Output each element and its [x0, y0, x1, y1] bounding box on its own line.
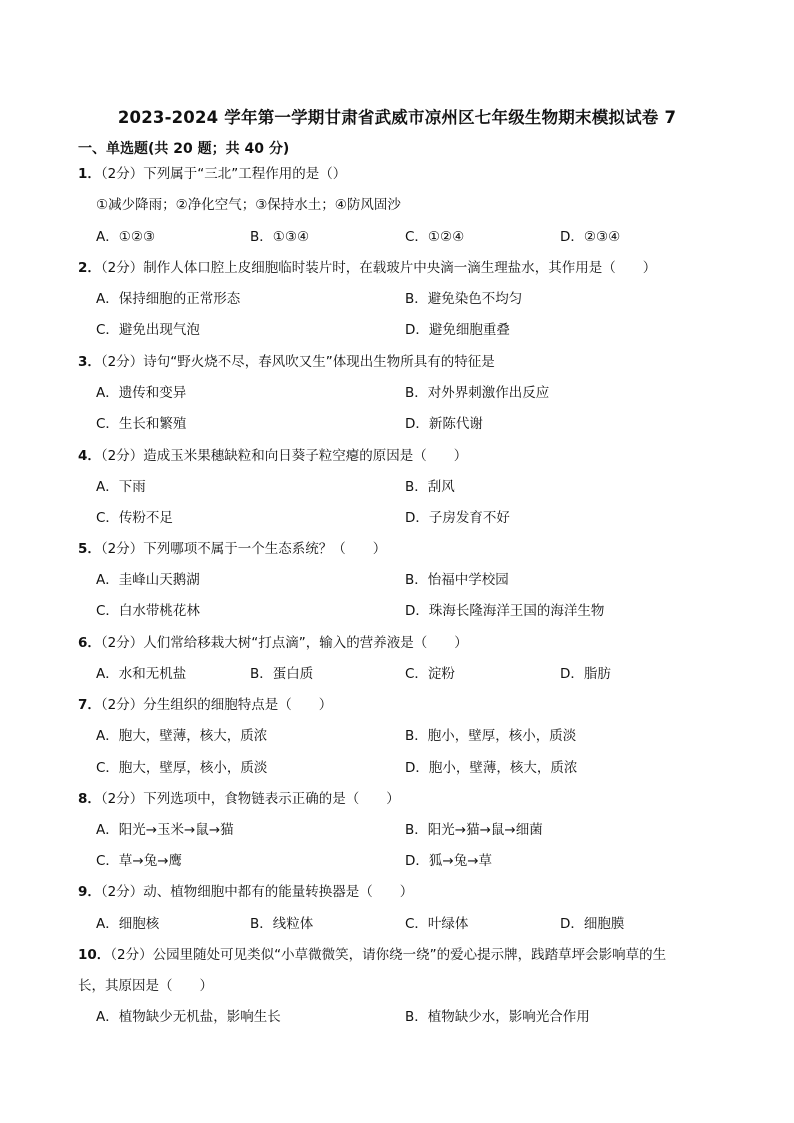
option-d: D．细胞膜 [560, 916, 625, 932]
option-a: A．水和无机盐 [96, 666, 187, 682]
option-c: C．胞大，壁厚，核小，质淡 [96, 760, 268, 776]
question-number: 7． [78, 697, 101, 713]
option-c: C．生长和繁殖 [96, 416, 187, 432]
option-d: D．狐→兔→草 [405, 853, 493, 869]
option-d: D．珠海长隆海洋王国的海洋生物 [405, 603, 605, 619]
option-c: C．①②④ [405, 229, 465, 245]
question-3 [78, 352, 495, 372]
question-number: 4． [78, 448, 101, 464]
question-number: 1． [78, 166, 101, 182]
option-a: A．细胞核 [96, 916, 160, 932]
option-a: A．圭峰山天鹅湖 [96, 572, 200, 588]
option-a: A．下雨 [96, 479, 146, 495]
option-b: B．①③④ [250, 229, 310, 245]
question-stem: 人们常给移栽大树“打点滴”，输入的营养液是（ ） [143, 635, 468, 651]
option-b: B．对外界刺激作出反应 [405, 385, 550, 401]
option-d: D．②③④ [560, 229, 621, 245]
question-number: 5． [78, 541, 101, 557]
option-d: D．胞小，壁薄，核大，质浓 [405, 760, 578, 776]
option-b: B．线粒体 [250, 916, 314, 932]
question-stem: 公园里随处可见类似“小草微微笑，请你绕一绕”的爱心提示牌，践踏草坪会影响草的生 [152, 947, 667, 963]
question-stem: 动、植物细胞中都有的能量转换器是（ ） [143, 884, 414, 900]
option-b: B．胞小，壁厚，核小，质淡 [405, 728, 577, 744]
question-7 [78, 695, 332, 715]
question-score: （2分） [100, 448, 144, 464]
option-d: D．脂肪 [560, 666, 611, 682]
question-9 [78, 882, 413, 902]
option-b: B．阳光→猫→鼠→细菌 [405, 822, 543, 838]
question-number: 6． [78, 635, 101, 651]
question-stem: 下列属于“三北”工程作用的是（） [143, 166, 347, 182]
option-c: C．白水带桃花林 [96, 603, 200, 619]
question-stem: 诗句“野火烧不尽，春风吹又生”体现出生物所具有的特征是 [143, 354, 495, 370]
question-number: 10． [78, 947, 111, 963]
question-number: 2． [78, 260, 101, 276]
option-c: C．叶绿体 [405, 916, 469, 932]
question-score: （2分） [100, 635, 144, 651]
question-score: （2分） [100, 541, 144, 557]
question-number: 8． [78, 791, 101, 807]
option-b: B．怡福中学校园 [405, 572, 509, 588]
option-a: A．阳光→玉米→鼠→猫 [96, 822, 234, 838]
option-d: D．避免细胞重叠 [405, 322, 510, 338]
question-stem: 下列哪项不属于一个生态系统？（ ） [143, 541, 387, 557]
question-1-statements: ①减少降雨；②净化空气；③保持水土；④防风固沙 [96, 197, 401, 213]
option-d: D．子房发育不好 [405, 510, 510, 526]
question-number: 3． [78, 354, 101, 370]
question-score: （2分） [100, 260, 144, 276]
page-title: 2023-2024 学年第一学期甘肃省武威市凉州区七年级生物期末模拟试卷 7 [117, 108, 677, 127]
question-6 [78, 633, 468, 653]
question-score: （2分） [100, 884, 144, 900]
option-a: A．保持细胞的正常形态 [96, 291, 241, 307]
question-stem: 分生组织的细胞特点是（ ） [143, 697, 333, 713]
question-score: （2分） [100, 166, 144, 182]
question-stem: 下列选项中，食物链表示正确的是（ ） [143, 791, 400, 807]
option-a: A．遗传和变异 [96, 385, 187, 401]
question-4 [78, 446, 467, 466]
option-b: B．刮风 [405, 479, 455, 495]
question-score: （2分） [100, 791, 144, 807]
question-stem: 制作人体口腔上皮细胞临时装片时，在载玻片中央滴一滴生理盐水，其作用是（ ） [143, 260, 657, 276]
question-2 [78, 258, 656, 278]
question-5 [78, 539, 386, 559]
option-c: C．草→兔→鹰 [96, 853, 183, 869]
question-10 [78, 945, 666, 965]
option-c: C．传粉不足 [96, 510, 173, 526]
question-8 [78, 789, 400, 809]
question-1 [78, 164, 346, 184]
option-d: D．新陈代谢 [405, 416, 483, 432]
question-score: （2分） [100, 697, 144, 713]
question-stem: 造成玉米果穗缺粒和向日葵子粒空瘪的原因是（ ） [143, 448, 468, 464]
question-10-continued: 长，其原因是（ ） [78, 978, 213, 994]
option-c: C．淀粉 [405, 666, 455, 682]
question-number: 9． [78, 884, 101, 900]
option-b: B．蛋白质 [250, 666, 314, 682]
option-b: B．避免染色不均匀 [405, 291, 523, 307]
option-a: A．植物缺少无机盐，影响生长 [96, 1009, 281, 1025]
option-a: A．胞大，壁薄，核大，质浓 [96, 728, 268, 744]
option-c: C．避免出现气泡 [96, 322, 200, 338]
question-score: （2分） [110, 947, 153, 963]
question-score: （2分） [100, 354, 144, 370]
option-a: A．①②③ [96, 229, 156, 245]
option-b: B．植物缺少水，影响光合作用 [405, 1009, 590, 1025]
section-heading: 一、单选题(共 20 题；共 40 分) [78, 141, 290, 157]
